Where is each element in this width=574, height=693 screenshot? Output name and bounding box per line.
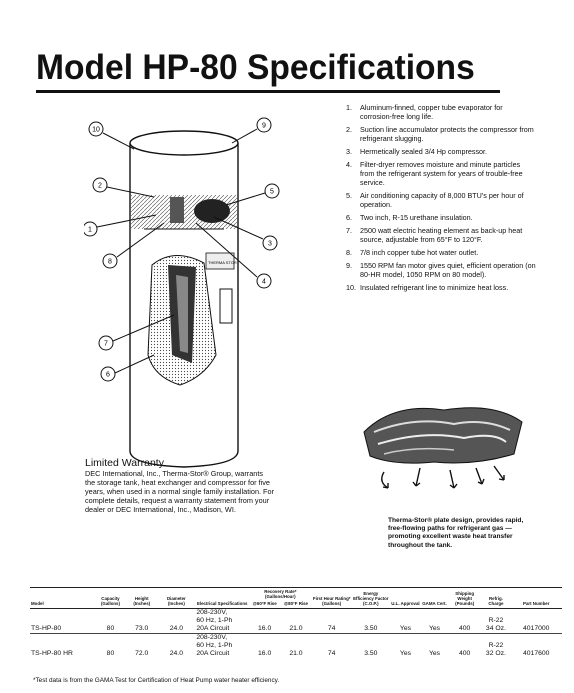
svg-text:8: 8 xyxy=(108,258,112,266)
spec-item: 9. 1550 RPM fan motor gives quiet, efficient operation (on 80-HR model, 1050 RPM on 80 model). xyxy=(346,260,536,279)
svg-text:6: 6 xyxy=(106,371,110,379)
col-diameter: Diameter (Inches) xyxy=(166,596,186,607)
warranty-section xyxy=(85,457,275,514)
col-ul: U.L. Approval xyxy=(391,601,420,607)
warranty-text: DEC International, Inc., Therma-Stor® Group, warrants the storage tank, heat exchanger and compressor for five years, when used in a normal single family installation. For complete details, request a warranty statement from your dealer or DEC International, Inc., Madison, WI. xyxy=(85,469,274,515)
plate-illustration xyxy=(354,392,532,498)
svg-text:1: 1 xyxy=(88,226,92,234)
svg-text:7: 7 xyxy=(104,340,108,348)
spec-item: 7. 2500 watt electric heating element as back-up heat source, adjustable from 65°F to 120°F. xyxy=(346,225,523,244)
col-recovery: Recovery Rate* (Gallons/Hour) xyxy=(264,589,297,600)
col-model: Model xyxy=(31,601,44,607)
page-title: Model HP-80 Specifications xyxy=(36,48,475,87)
spec-item: 10. Insulated refrigerant line to minimize heat loss. xyxy=(346,282,509,292)
table-row: 60 Hz, 1-Ph R-22 xyxy=(196,641,504,649)
callout-9 xyxy=(232,118,271,143)
spec-item: 4. Filter-dryer removes moisture and minute particles from the refrigerant system for years of trouble-free service. xyxy=(346,159,523,188)
spec-item: 5. Air conditioning capacity of 8,000 BTU's per hour of operation. xyxy=(346,191,524,210)
col-shipping: Shipping Weight (Pounds) xyxy=(455,591,475,607)
table-row: 208-230V, xyxy=(30,608,562,617)
tank-badge: THERMA STOR xyxy=(208,260,237,265)
col-efficiency: Energy Efficiency Factor (C.O.P.) xyxy=(353,591,389,607)
warranty-title: Limited Warranty xyxy=(85,457,164,469)
spec-item: 6. Two inch, R-15 urethane insulation. xyxy=(346,213,473,222)
col-first-hour: First Hour Rating* (Gallons) xyxy=(312,596,351,607)
spec-item: 1. Aluminum-finned, copper tube evaporator for corrosion-free long life. xyxy=(346,103,503,122)
spec-table xyxy=(30,587,562,658)
col-refrig: Refrig. Charge xyxy=(488,596,504,607)
spec-list xyxy=(346,103,536,295)
svg-text:5: 5 xyxy=(270,188,274,196)
water-heater-illustration xyxy=(84,115,314,485)
callout-10 xyxy=(89,122,134,149)
spec-item: 2. Suction line accumulator protects the compressor from refrigerant slugging. xyxy=(346,125,534,144)
svg-text:10: 10 xyxy=(92,126,100,134)
table-row: TS-HP-80 HR 80 72.0 24.0 20A Circuit 16.0 21.0 74 3.50 Yes Yes 400 32 Oz. 4017600 xyxy=(31,649,550,657)
svg-text:9: 9 xyxy=(262,122,266,130)
spec-item: 8. 7/8 inch copper tube hot water outlet. xyxy=(346,247,479,257)
svg-text:4: 4 xyxy=(262,278,266,286)
col-height: Height (Inches) xyxy=(133,596,151,607)
title-rule xyxy=(36,90,500,93)
col-recovery-80: @80°F Rise xyxy=(283,601,308,607)
col-capacity: Capacity (Gallons) xyxy=(100,596,120,607)
footnote: *Test data is from the GAMA Test for Certification of Heat Pump water heater efficiency. xyxy=(33,677,280,684)
col-electrical: Electrical Specifications xyxy=(196,601,248,607)
svg-text:2: 2 xyxy=(98,182,102,190)
svg-text:3: 3 xyxy=(268,240,272,248)
table-row: TS-HP-80 80 73.0 24.0 20A Circuit 16.0 21.0 74 3.50 Yes Yes 400 34 Oz. 4017000 xyxy=(31,624,550,632)
col-gama: GAMA Cert. xyxy=(422,601,447,607)
table-row: 60 Hz, 1-Ph R-22 xyxy=(196,616,504,624)
col-recovery-60: @60°F Rise xyxy=(252,601,277,607)
table-row: 208-230V, xyxy=(30,633,562,642)
col-part: Part Number xyxy=(523,601,550,607)
spec-item: 3. Hermetically sealed 3/4 Hp compressor. xyxy=(346,147,488,156)
plate-caption: Therma-Stor® plate design, provides rapid, free-flowing paths for refrigerant gas — promoting excellent waste heat transfer throughout the tank. xyxy=(388,517,524,549)
